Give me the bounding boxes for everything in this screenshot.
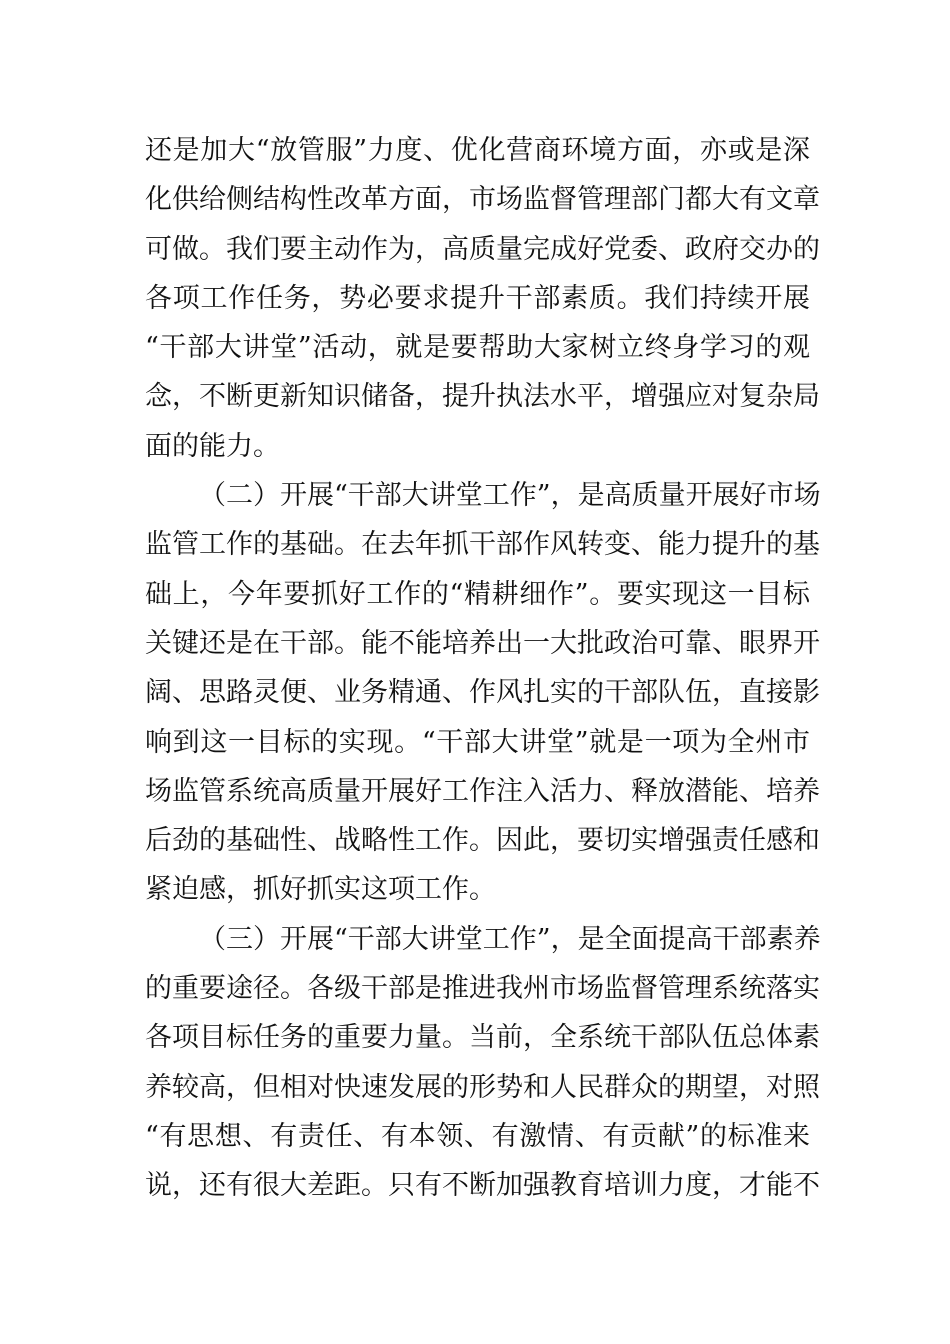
text-line: 说，还有很大差距。只有不断加强教育培训力度，才能不 bbox=[145, 1170, 820, 1202]
text-line: 阔、思路灵便、业务精通、作风扎实的干部队伍，直接影 bbox=[145, 677, 820, 709]
text-line: 可做。我们要主动作为，高质量完成好党委、政府交办的 bbox=[145, 233, 820, 265]
text-line: 化供给侧结构性改革方面，市场监督管理部门都大有文章 bbox=[145, 184, 820, 216]
text-line: 关键还是在干部。能不能培养出一大批政治可靠、眼界开 bbox=[145, 627, 820, 659]
text-line: 础上，今年要抓好工作的“精耕细作”。要实现这一目标 bbox=[145, 578, 810, 610]
text-line: 场监管系统高质量开展好工作注入活力、释放潜能、培养 bbox=[145, 775, 820, 807]
text-line: “有思想、有责任、有本领、有激情、有贡献”的标准来 bbox=[145, 1120, 810, 1152]
text-line: 紧迫感，抓好抓实这项工作。 bbox=[145, 874, 496, 906]
paragraph-heading-line: （二）开展“干部大讲堂工作”，是高质量开展好市场 bbox=[199, 480, 821, 512]
text-line: 念，不断更新知识储备，提升执法水平，增强应对复杂局 bbox=[145, 381, 820, 413]
body-text bbox=[145, 126, 821, 1211]
text-line: 养较高，但相对快速发展的形势和人民群众的期望，对照 bbox=[145, 1071, 820, 1103]
text-line: 还是加大“放管服”力度、优化营商环境方面，亦或是深 bbox=[145, 135, 810, 166]
text-line: 面的能力。 bbox=[145, 430, 280, 462]
text-line: 响到这一目标的实现。“干部大讲堂”就是一项为全州市 bbox=[145, 726, 810, 758]
text-line: 监管工作的基础。在去年抓干部作风转变、能力提升的基 bbox=[145, 529, 820, 561]
text-line: 各项工作任务，势必要求提升干部素质。我们持续开展 bbox=[145, 282, 810, 314]
text-line: 后劲的基础性、战略性工作。因此，要切实增强责任感和 bbox=[145, 825, 820, 857]
text-line: 的重要途径。各级干部是推进我州市场监督管理系统落实 bbox=[145, 973, 820, 1005]
text-line: “干部大讲堂”活动，就是要帮助大家树立终身学习的观 bbox=[145, 332, 810, 364]
text-line: 各项目标任务的重要力量。当前，全系统干部队伍总体素 bbox=[145, 1022, 820, 1054]
paragraph-heading-line: （三）开展“干部大讲堂工作”，是全面提高干部素养 bbox=[199, 923, 821, 955]
